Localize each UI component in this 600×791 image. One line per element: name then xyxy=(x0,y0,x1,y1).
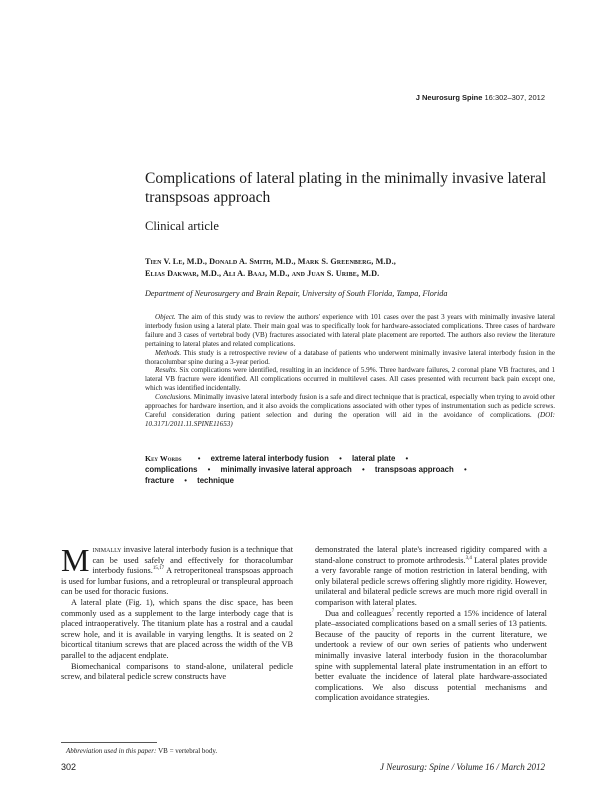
authors-line-2: Elias Dakwar, M.D., Ali A. Baaj, M.D., and Juan S. Uribe, M.D. xyxy=(145,269,380,278)
body-text: A retroperitoneal transpsoas approach is used for lumbar fusions, and a retropleural or transpleural approach can be used for thoracic fusions. xyxy=(61,566,293,597)
body-paragraph xyxy=(315,545,547,609)
abstract-object xyxy=(145,313,555,349)
abstract-object-label: Object. xyxy=(155,313,176,321)
keyword-bullet: • xyxy=(463,465,467,474)
keyword-item: extreme lateral interbody fusion xyxy=(210,454,329,463)
abstract-conclusions-text: Minimally invasive lateral interbody fusion is a safe and direct technique that is practical, especially when trying to avoid other approaches for hardware insertion, and it also avoids the complications associated with other types of instrumentation such as pedicle screws. Careful consideration during patient selection and during the operation will aid in the avoidance of complications. xyxy=(145,393,555,419)
reference-citation[interactable]: 7 xyxy=(391,608,395,614)
abstract-results-text: Six complications were identified, resulting in an incidence of 5.9%. Three hardware failures, 2 coronal plane VB fractures, and 1 lateral VB fracture were identified. All complications occurred in multilevel cases. All cases presented with recurrent back pain except one, which was identified incidentally. xyxy=(145,366,555,393)
body-text: recently reported a 15% incidence of lateral plate–associated complications based on a small series of 13 patients. Because of the paucity of reports in the current literature, we undertook a review of our own series of patients who underwent minimally invasive lateral interbody fusion in the thoracolumbar spine with supplemental lateral plate instrumentation in an effort to better evaluate the incidence of lateral plate hardware-associated complications. We also discuss potential mechanisms and complication avoidance strategies. xyxy=(315,608,547,703)
body-column-left xyxy=(61,542,293,683)
body-text: demonstrated the lateral plate's increased rigidity compared with a stand-alone construct to promote arthrodesis. xyxy=(315,545,547,565)
footnote xyxy=(66,747,217,755)
abstract-methods-text: This study is a retrospective review of a database of patients who underwent minimally invasive lateral interbody fusion in the thoracolumbar spine during a 3-year period. xyxy=(145,348,555,366)
body-column-right xyxy=(315,545,547,704)
doi-link[interactable]: (DOI: 10.3171/2011.11.SPINE11653) xyxy=(145,410,555,428)
keyword-item: lateral plate xyxy=(351,454,396,463)
reference-citation[interactable]: 3,4 xyxy=(465,555,472,561)
keyword-item: complications xyxy=(145,465,198,474)
keyword-item: fracture xyxy=(145,476,175,485)
drop-cap-continuation: inimally xyxy=(92,545,122,554)
body-text: Lateral plates provide a very favorable range of motion restriction in lateral bending, with only bilateral pedicle screws offering slightly more rigidity. However, unilateral and bilateral pedicle screws are much more rigid overall in comparison with lateral plates. xyxy=(315,555,547,607)
body-paragraph: A lateral plate (Fig. 1), which spans the disc space, has been commonly used as a supplement to the large interbody cage that is placed intraoperatively. The titanium plate has a rostral and a caudal screw hole, and it is available in varying lengths. It is seated on 2 bicortical titanium screws that are placed across the width of the VB parallel to the adjacent endplate. xyxy=(61,597,293,660)
abstract-conclusions-label: Conclusions. xyxy=(155,393,192,402)
keyword-bullet: • xyxy=(405,454,409,463)
abstract-methods-label: Methods. xyxy=(155,348,182,357)
abstract-methods xyxy=(145,349,555,367)
keyword-item: minimally invasive lateral approach xyxy=(220,465,352,474)
keywords-label: Key Words xyxy=(145,454,182,463)
abstract-results-label: Results. xyxy=(155,366,178,375)
author-affiliation: Department of Neurosurgery and Brain Repair, University of South Florida, Tampa, Florida xyxy=(145,289,448,298)
body-paragraph xyxy=(61,542,293,598)
drop-cap: M xyxy=(61,542,90,578)
page-number: 302 xyxy=(61,762,77,772)
abstract-results xyxy=(145,366,555,393)
footer-journal-info: J Neurosurg: Spine / Volume 16 / March 2012 xyxy=(380,762,545,772)
abstract xyxy=(145,313,555,429)
abstract-conclusions xyxy=(145,393,555,429)
keyword-bullet: • xyxy=(207,465,211,474)
article-type: Clinical article xyxy=(145,219,219,233)
body-paragraph: Biomechanical comparisons to stand-alone, unilateral pedicle screw, and bilateral pedicle screw constructs have xyxy=(61,661,293,682)
body-text: Dua and colleagues xyxy=(325,608,392,618)
keyword-bullet: • xyxy=(184,476,187,485)
journal-citation-header xyxy=(416,93,545,102)
article-title: Complications of lateral plating in the minimally invasive lateral transpsoas approach xyxy=(145,170,547,206)
authors-line-1: Tien V. Le, M.D., Donald A. Smith, M.D., Mark S. Greenberg, M.D., xyxy=(145,257,396,266)
keyword-bullet: • xyxy=(339,454,342,463)
footnote-label: Abbreviation used in this paper: xyxy=(66,747,157,755)
keyword-item: transpsoas approach xyxy=(374,465,454,474)
keyword-bullet: • xyxy=(197,454,201,463)
footnote-divider xyxy=(61,742,157,743)
body-paragraph xyxy=(315,609,547,704)
keyword-item: technique xyxy=(197,476,234,485)
footnote-text: VB = vertebral body. xyxy=(158,747,218,755)
reference-citation[interactable]: 15,17 xyxy=(152,566,165,572)
keywords-block xyxy=(145,453,555,486)
journal-name: J Neurosurg Spine xyxy=(415,93,483,102)
journal-citation: 16:302–307, 2012 xyxy=(484,93,545,102)
keyword-bullet: • xyxy=(362,465,365,474)
abstract-object-text: The aim of this study was to review the authors' experience with 101 cases over the past 3 years with minimally invasive lateral interbody fusion using a lateral plate. Their main goal was to specifically look for hardware-associated complications. Three cases of hardware failure and 3 cases of vertebral body (VB) fractures associated with lateral plate placement are reported. The authors also review the literature pertaining to lateral plates and related complications. xyxy=(145,313,555,348)
author-list xyxy=(145,256,555,280)
body-text: invasive lateral interbody fusion is a technique that can be used safely and effectively for thoracolumbar interbody fusions. xyxy=(92,545,293,576)
